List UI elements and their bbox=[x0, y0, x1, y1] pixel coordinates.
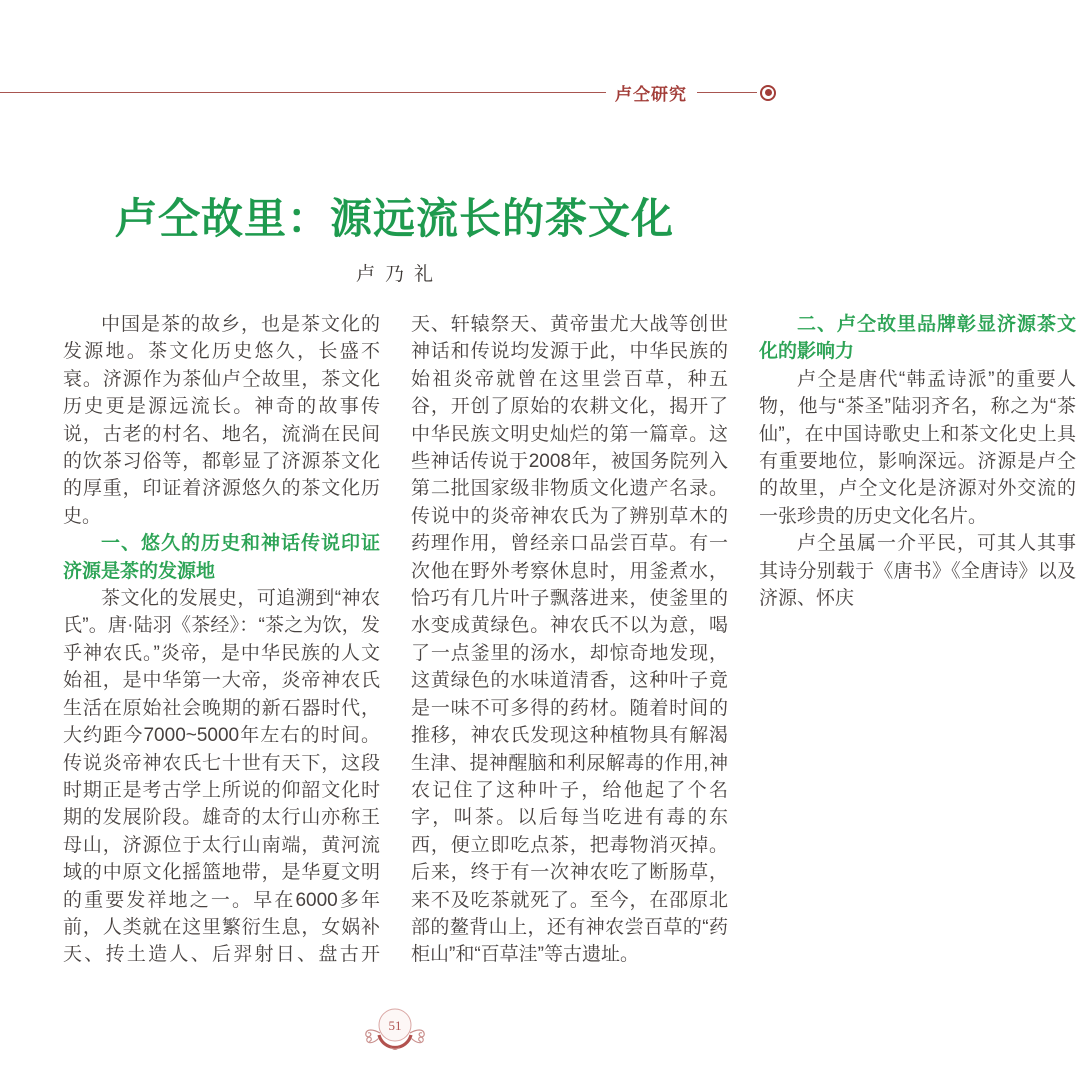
section-heading-1: 一、悠久的历史和神话传说印证济源是茶的发源地 bbox=[63, 533, 380, 582]
header-rule-left bbox=[0, 92, 606, 93]
page-number-ornament bbox=[357, 1005, 433, 1057]
body-paragraph: 卢仝虽属一介平民，可其人其事其诗分别载于《唐书》《全唐诗》以及济源、怀庆 bbox=[759, 533, 1076, 610]
body-paragraph: 卢仝是唐代“韩孟诗派”的重要人物，他与“茶圣”陆羽齐名，称之为“茶仙”，在中国诗歌史上和茶文化史上具有重要地位，影响深远。济源是卢仝的故里，卢仝文化是济源对外交流的一张珍贵的历史文化名片。 bbox=[759, 368, 1076, 527]
bullseye-dot bbox=[765, 89, 772, 96]
body-paragraph: 茶文化的发展史，可追溯到“神农氏”。唐·陆羽《茶经》：“茶之为饮，发乎神农氏。”炎帝，是中华民族的人文始祖，是中华第一大帝，炎帝神农氏生活在原始社会晚期的新石器时代，大约距今7000~5000年左右的时间。传说炎帝神农氏七十世有天下，这段时期正是考古学上所说的仰韶文化时期的发展阶段。雄奇的太行山亦称王母山，济源位于太行山南端，黄河流域的中原文化摇篮地带，是华夏文明的重要发祥地之一。早在6000多年前，人类就在这里繁衍生息，女娲补天、抟土造人、后羿射日、盘古开天、轩辕祭天、黄帝蚩尤大战等创世神话和传说均发源于此，中华民族的始祖炎帝就曾在这里尝百草，种五谷，开创了原始的农耕文化，揭开了中华民族文明史灿烂的第一篇章。这些神话传说于2008年，被国务院列入第二批国家级非物质文化遗产名录。传说中的炎帝神农氏为了辨别草木的药理作用，曾经亲口品尝百草。有一次他在野外考察休息时，用釜煮水，恰巧有几片叶子飘落进来，使釜里的水变成黄绿色。神农氏不以为意，喝了一点釜里的汤水，却惊奇地发现，这黄绿色的水味道清香，这种叶子竟是一味不可多得的药材。随着时间的推移，神农氏发现这种植物具有解渴生津、提神醒脑和利尿解毒的作用,神农记住了这种叶子，给他起了个名字，叫茶。以后每当吃进有毒的东西，便立即吃点茶，把毒物消灭掉。后来，终于有一次神农吃了断肠草，来不及吃茶就死了。至今，在邵原北部的鳌背山上，还有神农尝百草的“药柜山”和“百草洼”等古遗址。 bbox=[63, 314, 728, 966]
article-body bbox=[63, 311, 1076, 993]
header-rule-right bbox=[697, 92, 757, 93]
body-paragraph: 中国是茶的故乡，也是茶文化的发源地。茶文化历史悠久，长盛不衰。济源作为茶仙卢仝故里，茶文化历史更是源远流长。神奇的故事传说，古老的村名、地名，流淌在民间的饮茶习俗等，都彰显了济源茶文化的厚重，印证着济源悠久的茶文化历史。 bbox=[63, 314, 380, 527]
section-label: 卢仝研究 bbox=[615, 85, 687, 104]
author-name: 卢乃礼 bbox=[355, 264, 443, 285]
bullseye-icon bbox=[760, 85, 776, 101]
page-number: 51 bbox=[388, 1018, 401, 1033]
ornament-graphic bbox=[357, 1005, 433, 1057]
page-title: 卢仝故里：源远流长的茶文化 bbox=[114, 197, 674, 243]
section-heading-2: 二、卢仝故里品牌彰显济源茶文化的影响力 bbox=[759, 314, 1076, 363]
page-header bbox=[0, 83, 776, 102]
